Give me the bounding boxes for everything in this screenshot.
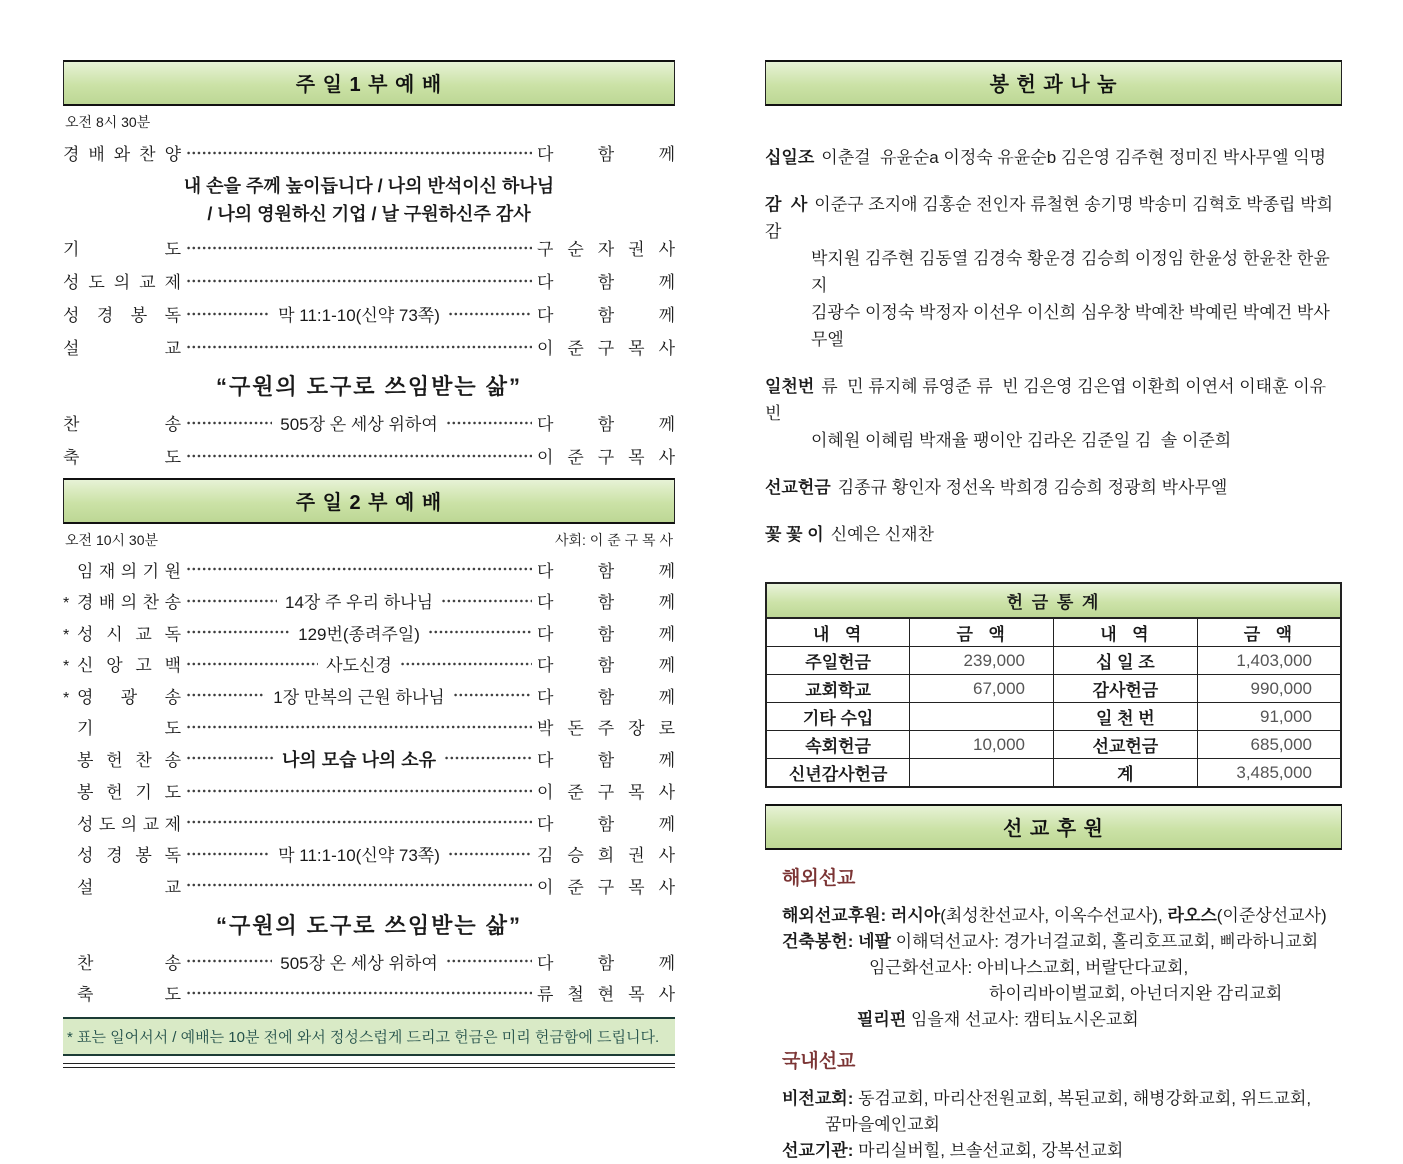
service1-time: 오전 8시 30분	[65, 114, 151, 130]
stand-marker: *	[63, 595, 70, 612]
mission-support-banner: 선 교 후 원	[765, 804, 1342, 850]
statistics-column-header: 금 액	[1197, 618, 1341, 647]
overseas-mission-heading: 해외선교	[782, 868, 856, 889]
offering-statistics-table	[765, 582, 1342, 788]
dotted-leader	[186, 623, 290, 640]
service-item-label: 성 경 봉 독	[63, 306, 181, 325]
offering-amount: 239,000	[910, 647, 1054, 675]
vision-church-line	[765, 1086, 1342, 1112]
nepal-churches-line: 임근화선교사: 아비나스교회, 버랄단다교회,	[869, 958, 1189, 977]
statistics-column-header: 내 역	[766, 618, 910, 647]
service-item-person: 이 준 구 목 사	[537, 448, 675, 467]
dotted-leader	[186, 238, 532, 255]
service2-time: 오전 10시 30분	[65, 532, 159, 548]
offering-category: 십 일 조	[1054, 647, 1198, 675]
service-item-row	[63, 410, 675, 435]
mission-organization-list: 마리실버힐, 브솔선교회, 강복선교회	[858, 1141, 1124, 1160]
philippines-churches: 임을재 선교사: 캠티뇨시온교회	[906, 1010, 1139, 1029]
praise-hymn-line: 내 손을 주께 높이듭니다 / 나의 반석이신 하나님	[183, 176, 555, 196]
dotted-leader	[186, 143, 532, 160]
service2-time-row	[65, 530, 673, 550]
offering-category: 교회학교	[766, 675, 910, 703]
thanksgiving-names: 김광수 이정숙 박정자 이선우 이신희 심우창 박예찬 박예린 박예건 박사무엘	[811, 303, 1330, 349]
thanksgiving-label: 감 사	[765, 195, 808, 214]
nepal-churches: 이해덕선교사: 경가너걸교회, 홀리호프교회, 삐라하니교회	[890, 932, 1319, 951]
dotted-leader	[428, 623, 532, 640]
service-item-label: 설 교	[63, 339, 181, 358]
domestic-mission-heading: 국내선교	[782, 1051, 856, 1072]
philippines-label: 필리핀	[857, 1010, 907, 1029]
offering-amount: 3,485,000	[1197, 759, 1341, 788]
service-item-person: 다 함 께	[537, 415, 675, 434]
service-item-label: 성 경 봉 독	[77, 846, 181, 865]
service-item-label: 기 도	[63, 240, 181, 259]
overseas-support-line	[765, 903, 1342, 929]
left-column	[63, 60, 675, 1068]
mission-offering-names: 김종규 황인자 정선옥 박희경 김승희 정광희 박사무엘	[837, 478, 1228, 497]
table-row	[766, 703, 1341, 731]
service-item-label: 봉 헌 기 도	[77, 783, 181, 802]
russia-missionaries: (최성찬선교사, 이옥수선교사),	[940, 906, 1168, 925]
thanksgiving-names: 박지원 김주현 김동열 김경숙 황운경 김승희 이정임 한윤성 한윤찬 한윤지	[811, 249, 1330, 295]
service-item-row	[63, 557, 675, 582]
offering-amount	[910, 759, 1054, 788]
dotted-leader	[446, 413, 532, 430]
service-item-person: 다 함 께	[537, 750, 676, 770]
offering-amount	[910, 703, 1054, 731]
dotted-leader	[400, 654, 532, 671]
thousand-offering-paragraph	[765, 373, 1342, 454]
dotted-leader	[186, 813, 532, 830]
offering-amount: 67,000	[910, 675, 1054, 703]
dotted-leader	[186, 591, 277, 608]
service-item-person: 김 승 희 권 사	[537, 846, 676, 865]
dotted-leader	[186, 876, 532, 893]
thanksgiving-paragraph	[765, 191, 1342, 353]
table-row	[766, 647, 1341, 675]
service-item-row	[63, 651, 675, 676]
statistics-table-title: 헌 금 통 계	[766, 583, 1341, 618]
mission-offering-label: 선교헌금	[765, 478, 831, 497]
offering-category: 기타 수입	[766, 703, 910, 731]
thanksgiving-names: 이준구 조지애 김홍순 전인자 류철현 송기명 박송미 김혁호 박종립 박희감	[765, 195, 1334, 241]
hymn-reference: 505장 온 세상 위하여	[280, 953, 438, 973]
service-item-label: 성 도 의 교 제	[77, 814, 181, 834]
stand-marker: *	[63, 626, 70, 644]
table-row	[766, 731, 1341, 759]
dotted-leader	[186, 413, 272, 430]
offering-hymn-title: 나의 모습 나의 소유	[281, 749, 437, 770]
bottom-double-rule	[63, 1063, 675, 1068]
service-item-row	[63, 588, 675, 613]
building-offering-line	[765, 929, 1342, 955]
vision-church-list: 동검교회, 마리산전원교회, 복된교회, 해병강화교회, 위드교회,	[858, 1089, 1312, 1108]
dotted-leader	[186, 304, 270, 321]
table-row	[766, 759, 1341, 788]
service-item-label: 봉 헌 찬 송	[77, 750, 181, 770]
dotted-leader	[186, 781, 532, 798]
offering-category: 감사헌금	[1054, 675, 1198, 703]
praise-hymn-line: / 나의 영원하신 기업 / 날 구원하신주 감사	[207, 204, 531, 224]
tithe-names: 이춘걸 유윤순a 이정숙 유윤순b 김은영 김주현 정미진 박사무엘 익명	[821, 148, 1327, 167]
service-item-person: 다 함 께	[537, 593, 676, 612]
service-item-row	[63, 334, 675, 359]
offering-amount: 685,000	[1197, 731, 1341, 759]
mission-organization-label: 선교기관:	[782, 1141, 859, 1160]
thousand-offering-label: 일천번	[765, 377, 815, 396]
dotted-leader	[186, 717, 532, 734]
service-item-person: 류 철 현 목 사	[537, 985, 675, 1004]
service2-title-banner: 주 일 2 부 예 배	[63, 478, 675, 524]
flower-names: 신예은 신재찬	[830, 525, 934, 544]
service-item-label: 찬 송	[63, 415, 181, 434]
service-item-person: 다 함 께	[537, 145, 675, 164]
dotted-leader	[186, 952, 272, 969]
service-item-row	[63, 980, 675, 1005]
service-item-row	[63, 235, 675, 260]
dotted-leader	[448, 844, 532, 861]
dotted-leader	[446, 952, 532, 969]
service-item-person: 다 함 께	[537, 814, 675, 834]
scripture-reference: 막 11:1-10(신약 73쪽)	[278, 846, 440, 865]
service1-title-banner: 주 일 1 부 예 배	[63, 60, 675, 106]
overseas-support-label: 해외선교후원:	[782, 906, 891, 925]
dotted-leader	[186, 337, 532, 354]
thousand-offering-names: 이혜원 이혜림 박재율 팽이안 김라온 김준일 김 솔 이준희	[811, 431, 1232, 450]
offering-category: 계	[1054, 759, 1198, 788]
service-item-person: 다 함 께	[537, 687, 676, 707]
service-item-label: 성 시 교 독	[77, 624, 181, 644]
service-item-person: 구 순 자 권 사	[537, 240, 675, 259]
nepal-churches-line: 하이리바이벌교회, 아넌더지완 감리교회	[989, 984, 1283, 1003]
offering-amount: 10,000	[910, 731, 1054, 759]
dotted-leader	[453, 686, 532, 703]
service1-time-row	[65, 112, 673, 132]
worship-note-bar: * 표는 일어서서 / 예배는 10분 전에 와서 정성스럽게 드리고 헌금은 미리 헌금함에 드립니다.	[63, 1017, 675, 1056]
stand-marker: *	[63, 689, 70, 707]
hymn-reference: 14장 주 우리 하나님	[284, 593, 434, 612]
hymn-reference: 1장 만복의 근원 하나님	[273, 687, 445, 707]
service-item-row	[63, 443, 675, 468]
service-item-person: 다 함 께	[537, 656, 676, 675]
thousand-offering-names: 류 민 류지혜 류영준 류 빈 김은영 김은엽 이환희 이연서 이태훈 이유빈	[765, 377, 1327, 423]
offering-amount: 91,000	[1197, 703, 1341, 731]
service-item-person: 다 함 께	[537, 953, 675, 973]
statistics-column-header: 내 역	[1054, 618, 1198, 647]
creed-reference: 사도신경	[326, 656, 392, 675]
russia-label: 러시아	[890, 906, 941, 925]
hymn-reference: 505장 온 세상 위하여	[280, 415, 438, 434]
service-item-person: 다 함 께	[537, 306, 676, 325]
service-item-person: 다 함 께	[537, 561, 675, 581]
flower-paragraph	[765, 521, 1342, 548]
offering-title-banner: 봉 헌 과 나 눔	[765, 60, 1342, 106]
tithe-paragraph	[765, 144, 1342, 171]
dotted-leader	[444, 749, 532, 766]
service-item-label: 성 도 의 교 제	[63, 273, 181, 292]
offering-category: 주일헌금	[766, 647, 910, 675]
service-item-label: 설 교	[77, 877, 181, 897]
dotted-leader	[186, 844, 270, 861]
service-item-label: 신 앙 고 백	[77, 656, 181, 675]
service-item-row	[63, 714, 675, 739]
service-item-label: 찬 송	[77, 953, 181, 973]
vision-church-label: 비전교회:	[782, 1089, 859, 1108]
service-item-label: 경 배 의 찬 송	[77, 593, 181, 612]
statistics-column-header: 금 액	[910, 618, 1054, 647]
service-item-person: 이 준 구 목 사	[537, 783, 675, 802]
offering-category: 선교헌금	[1054, 731, 1198, 759]
mission-organization-line	[765, 1138, 1342, 1164]
service-item-row	[63, 746, 675, 772]
service-item-row	[63, 620, 675, 645]
sermon-title-quote: “구원의 도구로 쓰임받는 삶”	[215, 912, 523, 938]
flower-label: 꽃 꽃 이	[765, 525, 824, 544]
service-item-row	[63, 140, 675, 165]
service-item-person: 다 함 께	[537, 624, 676, 644]
service-item-row	[63, 778, 675, 803]
service-item-row	[63, 301, 675, 326]
right-column	[765, 60, 1342, 1164]
service-item-person: 박 돈 주 장 로	[537, 719, 675, 738]
service-item-label: 경 배 와 찬 양	[63, 145, 181, 164]
offering-amount: 1,403,000	[1197, 647, 1341, 675]
service-item-person: 이 준 구 목 사	[537, 877, 675, 897]
scripture-reference: 막 11:1-10(신약 73쪽)	[278, 306, 440, 325]
vision-church-line: 꿈마을예인교회	[825, 1115, 940, 1134]
service-item-row	[63, 841, 675, 866]
nepal-label: 네팔	[858, 932, 891, 951]
service-item-label: 축 도	[63, 448, 181, 467]
offering-category: 신년감사헌금	[766, 759, 910, 788]
service-item-label: 임 재 의 기 원	[77, 561, 181, 581]
building-offering-label: 건축봉헌:	[782, 932, 859, 951]
service-item-row	[63, 949, 675, 974]
dotted-leader	[186, 271, 532, 288]
responsive-reading-reference: 129번(종려주일)	[298, 624, 420, 644]
laos-missionaries: (이준상선교사)	[1216, 906, 1327, 925]
offering-category: 속회헌금	[766, 731, 910, 759]
service-item-label: 축 도	[77, 985, 181, 1004]
service2-section	[63, 530, 675, 1005]
mission-offering-paragraph	[765, 474, 1342, 501]
dotted-leader	[186, 560, 532, 577]
tithe-label: 십일조	[765, 148, 815, 167]
laos-label: 라오스	[1167, 906, 1217, 925]
dotted-leader	[186, 654, 318, 671]
dotted-leader	[186, 686, 265, 703]
dotted-leader	[441, 591, 532, 608]
service-item-person: 다 함 께	[537, 273, 675, 292]
philippines-line	[765, 1007, 1342, 1033]
dotted-leader	[186, 446, 532, 463]
service-item-row	[63, 683, 675, 708]
service2-leader: 사회: 이 준 구 목 사	[554, 532, 673, 548]
offering-category: 일 천 번	[1054, 703, 1198, 731]
service-item-label: 기 도	[77, 719, 181, 738]
sermon-title-quote: “구원의 도구로 쓰임받는 삶”	[215, 374, 523, 399]
dotted-leader	[448, 304, 532, 321]
table-row	[766, 675, 1341, 703]
service-item-row	[63, 810, 675, 835]
service-item-row	[63, 873, 675, 898]
service-item-person: 이 준 구 목 사	[537, 339, 675, 358]
dotted-leader	[186, 749, 274, 766]
service-item-row	[63, 268, 675, 293]
stand-marker: *	[63, 658, 70, 675]
service-item-label: 영 광 송	[77, 687, 181, 707]
offering-amount: 990,000	[1197, 675, 1341, 703]
